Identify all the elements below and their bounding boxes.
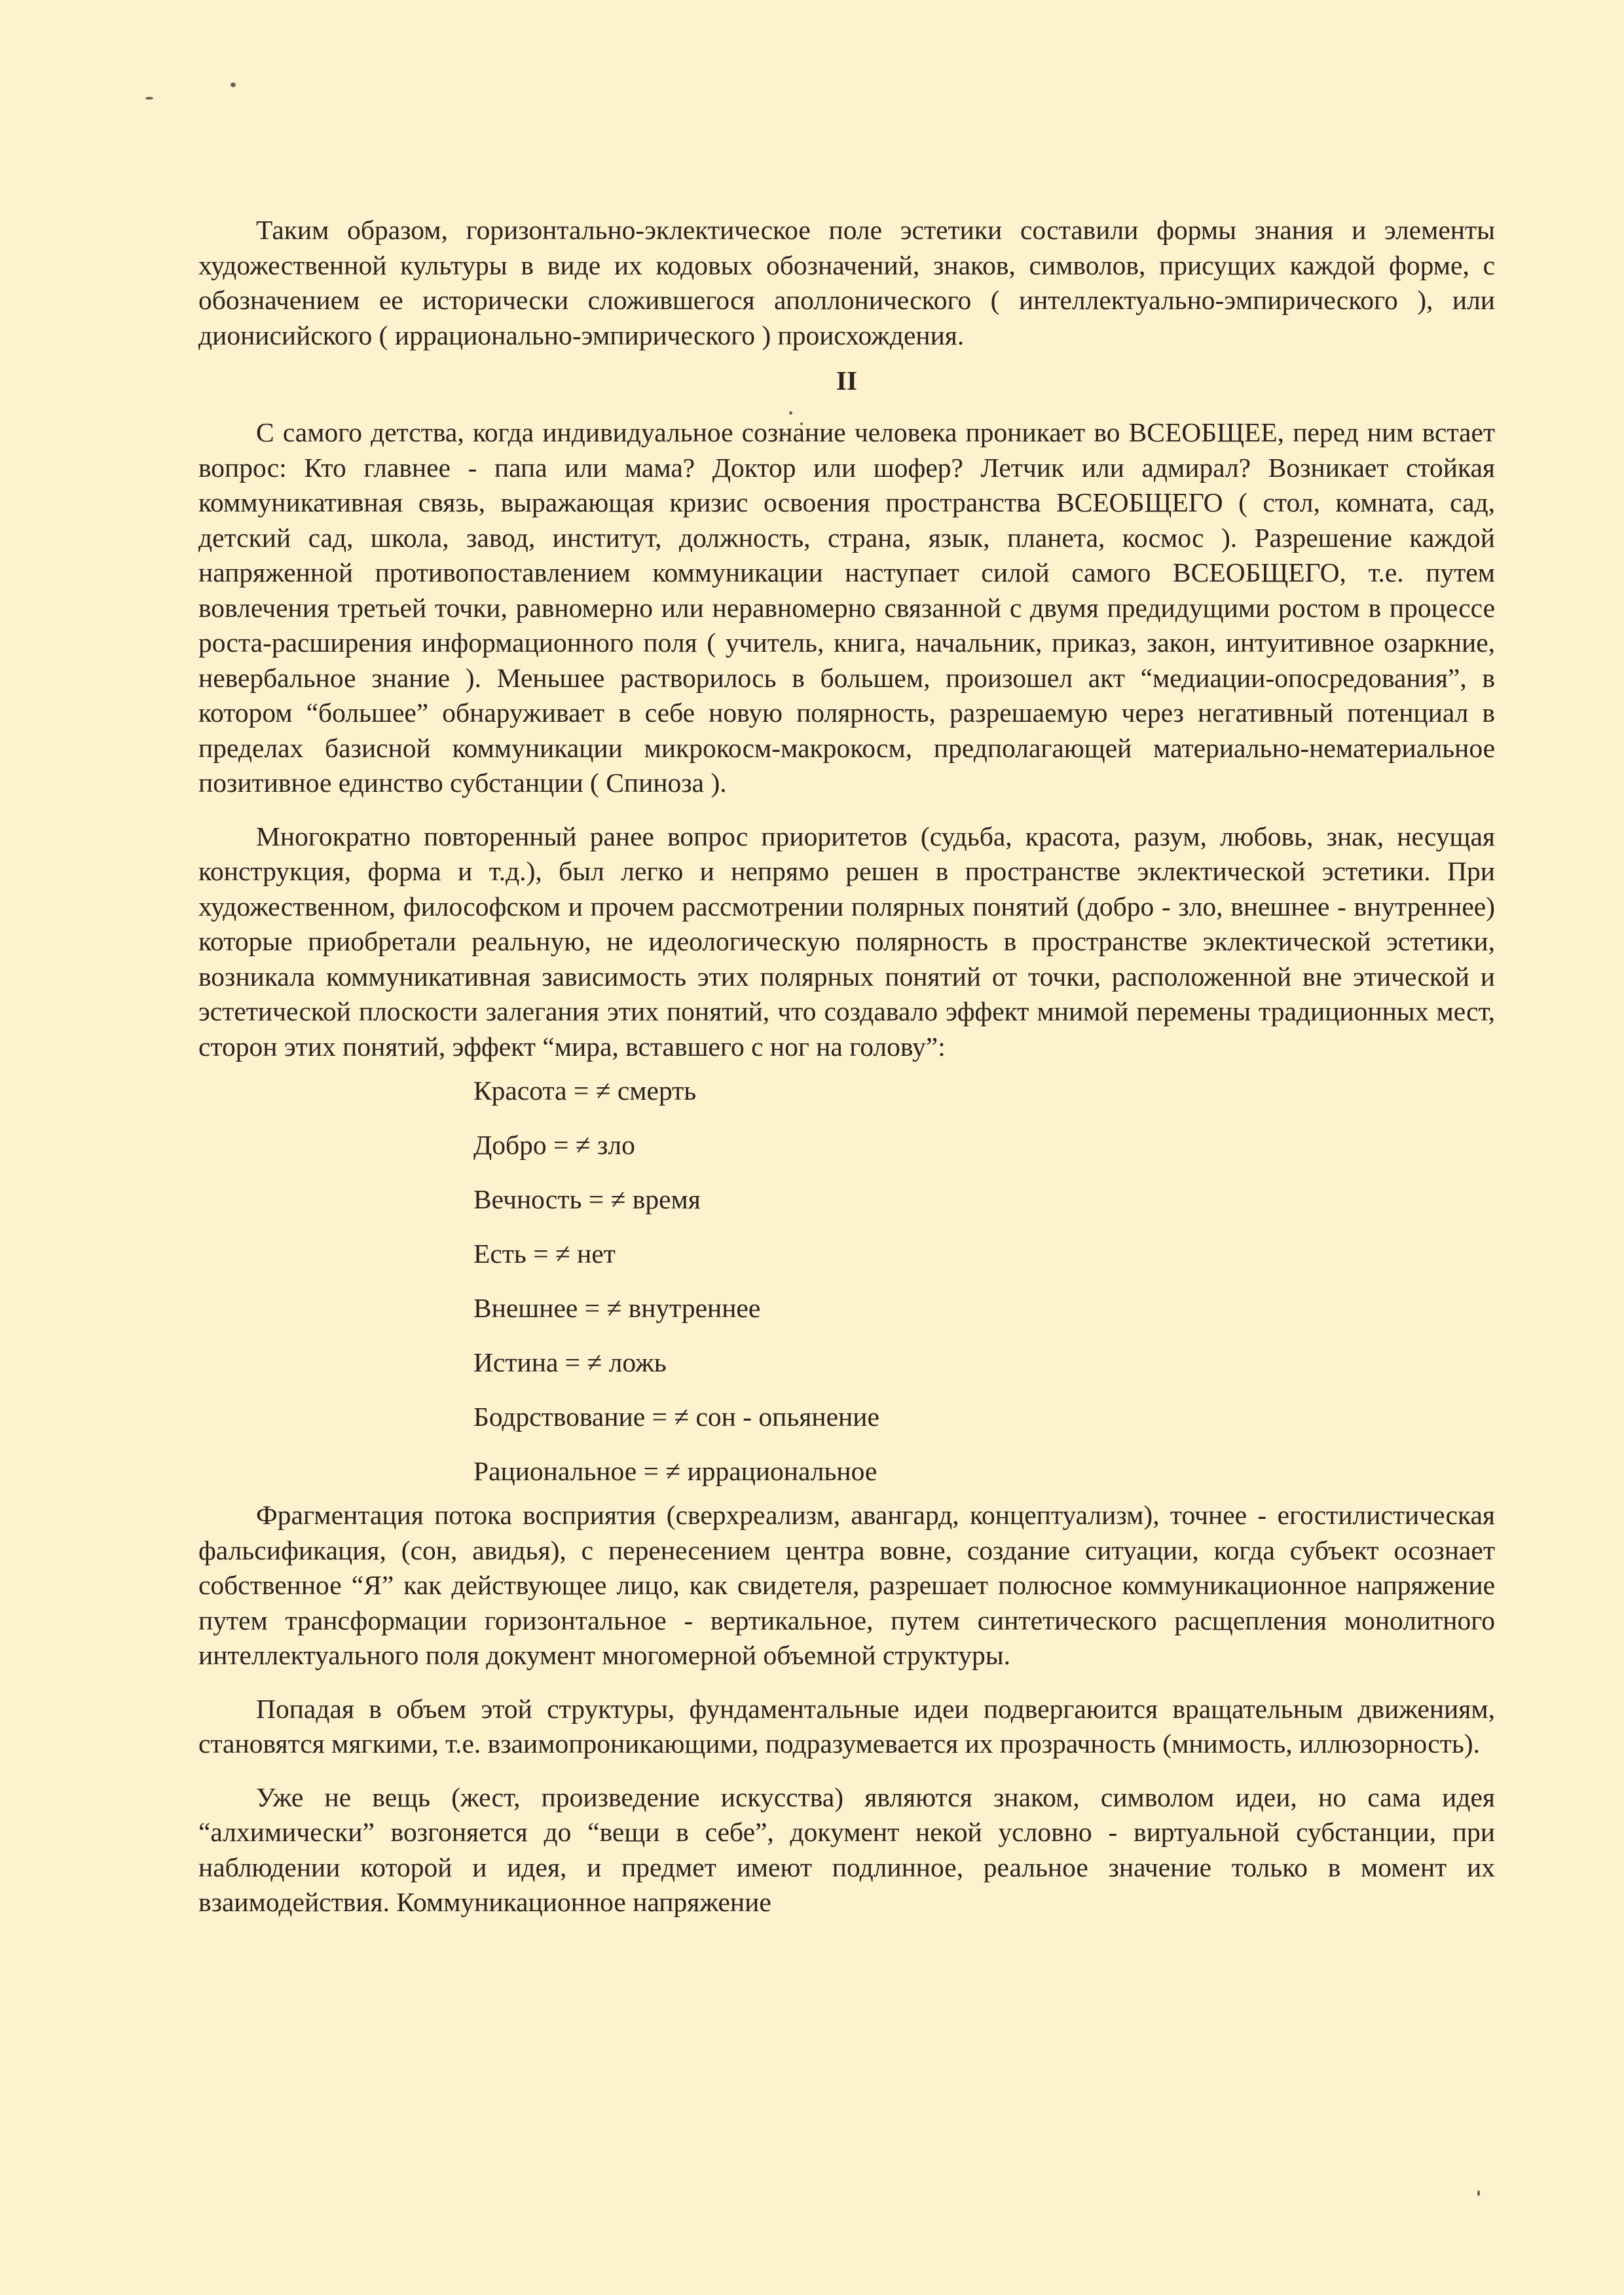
section-number: II (836, 365, 857, 396)
formula-item: Вечность = ≠ время (473, 1184, 701, 1214)
scan-speck (1477, 2190, 1480, 2196)
formula-item: Добро = ≠ зло (473, 1130, 635, 1160)
intro-paragraph: Таким образом, горизонтально-эклектическое поле эстетики составили формы знания и элементы художественной культуры в виде их кодовых обозначений, знаков, символов, присущих каждой форме, с обозначением ее исторически сложившегося аполлонического ( интеллектуально-эмпирического ), или дионисийского ( иррационально-эмпирического ) происхождения. (198, 215, 1495, 350)
formula-item: Красота = ≠ смерть (473, 1075, 697, 1106)
formula-item: Бодрствование = ≠ сон - опьянение (473, 1402, 879, 1432)
body-paragraph: Попадая в объем этой структуры, фундаментальные идеи подвергаюится вращательным движениям, становятся мягкими, т.е. взаимопроникающими, подразумевается их прозрачность (мнимость, иллюзорность). (198, 1693, 1495, 1759)
formula-list (473, 1073, 1495, 1489)
body-paragraph: Фрагментация потока восприятия (сверхреализм, авангард, концептуализм), точнее - егостилистическая фальсификация, (сон, авидья), с перенесением центра вовне, создание ситуации, когда субъект осознает собственное “Я” как действующее лицо, как свидетеля, разрешает полюсное коммуникационное напряжение путем трансформации горизонтальное - вертикальное, путем синтетического расщепления монолитного интеллектуального поля документ многомерной объемной структуры. (198, 1500, 1495, 1670)
body-paragraph: Уже не вещь (жест, произведение искусства) являются знаком, символом идеи, но сама идея “алхимически” возгоняется до “вещи в себе”, документ некой условно - виртуальной субстанции, при наблюдении которой и идея, и предмет имеют подлинное, реальное значение только в момент их взаимодействия. Коммуникационное напряжение (198, 1782, 1495, 1917)
body-paragraph: С самого детства, когда индивидуальное сознание человека проникает во ВСЕОБЩЕЕ, перед ним встает вопрос: Кто главнее - папа или мама? Доктор или шофер? Летчик или адмирал? Возникает стойкая коммуникативная связь, выражающая кризис освоения пространства ВСЕОБЩЕГО ( стол, комната, сад, детский сад, школа, завод, институт, должность, страна, язык, планета, космос ). Разрешение каждой напряженной противопоставлением коммуникации наступает силой самого ВСЕОБЩЕГО, т.е. путем вовлечения третьей точки, равномерно или неравномерно связанной с двумя предидущими ростом в процессе роста-расширения информационного поля ( учитель, книга, начальник, приказ, закон, интуитивное озаркние, невербальное знание ). Меньшее растворилось в большем, произошел акт “медиации-опосредования”, в котором “большее” обнаруживает в себе новую полярность, разрешаемую через негативный потенциал в пределах базисной коммуникации микрокосм-макрокосм, предполагающей материально-нематериальное позитивное единство субстанции ( Спиноза ). (198, 417, 1495, 798)
body-paragraph: Многократно повторенный ранее вопрос приоритетов (судьба, красота, разум, любовь, знак, несущая конструкция, форма и т.д.), был легко и непрямо решен в пространстве эклектической эстетики. При художественном, философском и прочем рассмотрении полярных понятий (добро - зло, внешнее - внутреннее) которые приобретали реальную, не идеологическую полярность в пространстве эклектической эстетики, возникала коммуникативная зависимость этих полярных понятий от точки, расположенной вне этической и эстетической плоскости залегания этих понятий, что создавало эффект мнимой перемены традиционных мест, сторон этих понятий, эффект “мира, вставшего с ног на голову”: (198, 821, 1495, 1062)
scan-speck (231, 83, 236, 87)
formula-item: Есть = ≠ нет (473, 1239, 616, 1269)
scan-speck (145, 97, 153, 100)
formula-item: Рациональное = ≠ иррациональное (473, 1456, 877, 1486)
formula-item: Истина = ≠ ложь (473, 1347, 667, 1377)
document-page (198, 213, 1495, 1920)
formula-item: Внешнее = ≠ внутреннее (473, 1293, 761, 1323)
